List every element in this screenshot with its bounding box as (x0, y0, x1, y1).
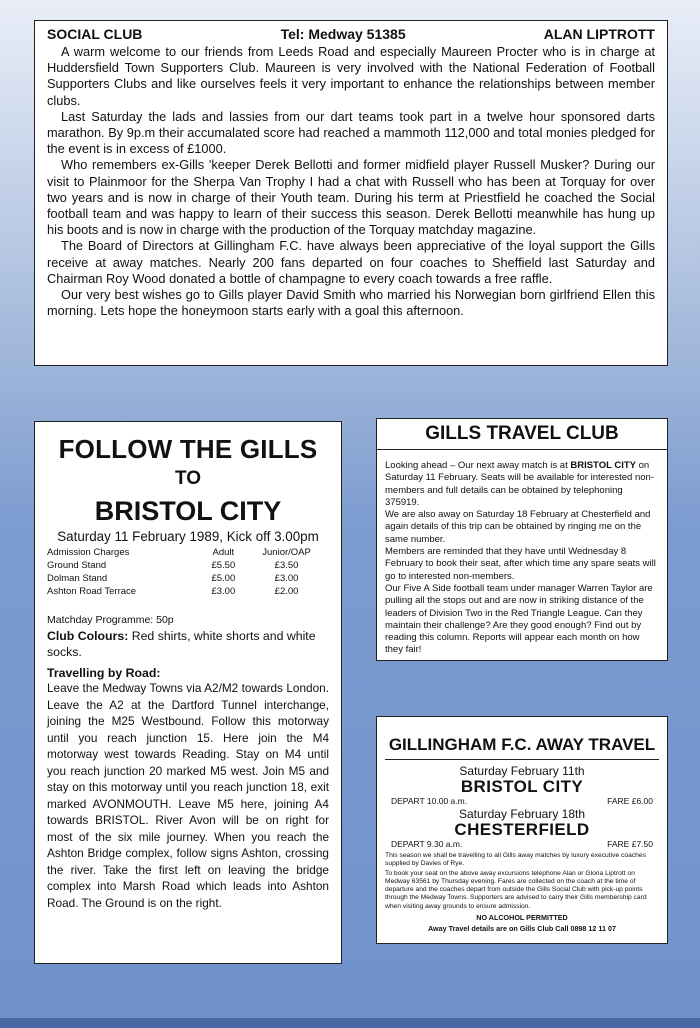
admission-cell: £3.00 (211, 586, 236, 597)
social-paragraph: A warm welcome to our friends from Leeds Road and especially Maureen Procter who is in charge at Huddersfield Town Supporters Club. Maureen is very involved with the National Federation of Football Supporters Clubs and like ourselves feels it very important to enhance the relationships between member clubs. (47, 44, 655, 108)
admission-cell: Dolman Stand (47, 573, 108, 584)
away-travel-notes (385, 852, 659, 911)
no-alcohol-notice: NO ALCOHOL PERMITTED (476, 912, 568, 922)
away-trip-details (391, 839, 653, 849)
follow-title: FOLLOW THE GILLS (58, 434, 318, 464)
travel-club-p1-post: on Saturday 11 February. Seats will be available for interested non-members and full details can be obtained by telephoning 375919. (385, 460, 654, 508)
admission-header-cell: Admission Charges (47, 547, 130, 558)
travel-club-paragraph: We are also away on Saturday 18 February at Chesterfield and again details of this trip can be obtained by ringing me on the same number. (385, 509, 651, 545)
social-paragraph: Who remembers ex-Gills 'keeper Derek Bellotti and former midfield player Russell Musker? During our visit to Plainmoor for the Sherpa Van Trophy I had a chat with Russell who has been at Torquay for over two years and is now in charge of their Youth team. During his term at Priestfield he coached the Social football team and was happy to learn of their success this season. Derek Bellotti meanwhile has hung up his boots and is now in charge with the production of the Torquay matchday magazine. (47, 157, 655, 238)
social-club-panel (34, 20, 668, 366)
admission-header-row (47, 546, 329, 559)
admission-cell: £3.00 (274, 573, 299, 584)
travel-club-title: GILLS TRAVEL CLUB (377, 423, 667, 450)
away-trip-destination: CHESTERFIELD (454, 820, 590, 839)
away-trip (385, 807, 659, 849)
away-trip (385, 764, 659, 806)
social-club-header (47, 26, 655, 42)
admission-cell: Ground Stand (47, 560, 107, 571)
social-club-telephone: Tel: Medway 51385 (280, 26, 406, 42)
social-paragraph: Last Saturday the lads and lassies from our dart teams took part in a twelve hour sponsored darts marathon. By 9p.m their accumalated score had reached a mammoth 112,000 and total monies pledged for the event is in excess of £1000. (47, 108, 655, 157)
page-bottom-strip (0, 1018, 700, 1028)
social-paragraph: The Board of Directors at Gillingham F.C. have always been appreciative of the loyal support the Gills receive at away matches. Nearly 200 fans departed on four coaches to Sheffield last Saturday and Chairman Roy Wood donated a bottle of champagne to every coach towards a free raffle. (47, 238, 655, 286)
follow-match-date: Saturday 11 February 1989, Kick off 3.00pm (57, 529, 319, 544)
social-club-author: ALAN LIPTROTT (543, 26, 655, 42)
travelling-heading: Travelling by Road: (47, 666, 161, 680)
admission-cell: £5.50 (211, 560, 236, 571)
away-trip-date: Saturday February 11th (459, 764, 585, 778)
away-title-divider (385, 759, 659, 760)
admission-row (47, 585, 329, 598)
follow-to: TO (174, 468, 202, 489)
travel-directions: Leave the Medway Towns via A2/M2 towards London. Leave the A2 at the Dartford Tunnel interchange, joining the M25 Westbound. Follow this motorway until you reach junction 15. Here join the M4 motorway west towards Reading. Stay on M4 until you reach junction 20 marked M5 west. Join M5 and stay on this motorway until you reach junction 18, exit marked AVONMOUTH. Leave M5 here, joining A4 towards BRISTOL. River Avon will be on right for most of the six mile journey. When you reach the Ashton Bridge complex, follow signs Ashton, crossing the river. Take the first left on leaving the bridge complex into Marsh Road which leads into Ashton Road. The Ground is on the right. (47, 681, 329, 910)
club-colours-text: Red shirts, white shorts and white socks. (47, 629, 316, 659)
away-trip-destination: BRISTOL CITY (460, 777, 584, 796)
gills-travel-club-panel (376, 418, 668, 661)
away-trip-date: Saturday February 18th (458, 807, 586, 821)
follow-the-gills-panel (34, 421, 342, 964)
away-travel-title: GILLINGHAM F.C. AWAY TRAVEL (388, 735, 656, 754)
away-trip-fare: FARE £7.50 (607, 839, 653, 849)
travel-club-p1-bold: BRISTOL CITY (570, 460, 636, 471)
social-paragraph: Our very best wishes go to Gills player David Smith who married his Norwegian born girlfriend Ellen this morning. Lets hope the honeymoon starts early with a goal this afternoon. (47, 287, 655, 319)
social-club-body (47, 44, 655, 319)
away-travel-panel (376, 716, 668, 944)
admission-cell: £2.00 (274, 586, 299, 597)
admission-cell: £5.00 (211, 573, 236, 584)
travel-club-paragraph: Our Five A Side football team under manager Warren Taylor are pulling all the stops out and are now in striking distance of the leaders of Division Two in the Red Triangle League. Can they maintain their challenge? Are they good enough? Find out by reading this column. Reports will appear each month on how they fair! (385, 582, 653, 656)
admission-header-cell: Junior/OAP (262, 547, 311, 558)
admission-row (47, 559, 329, 572)
away-trip-details (391, 796, 653, 806)
follow-destination: BRISTOL CITY (94, 496, 282, 526)
club-call-info: Away Travel details are on Gills Club Call 0898 12 11 07 (427, 923, 617, 933)
away-trip-depart: DEPART 10.00 a.m. (391, 796, 468, 806)
travel-club-body (385, 460, 659, 657)
travel-club-paragraph: Members are reminded that they have until Wednesday 8 February to book their seat, after which time any spare seats will go to interested non-members. (385, 546, 656, 582)
away-trip-fare: FARE £6.00 (607, 796, 653, 806)
club-colours-label: Club Colours: (47, 629, 129, 643)
admission-table (47, 546, 329, 598)
travel-club-p1-pre: Looking ahead – Our next away match is at (385, 460, 571, 471)
away-note: This season we shall be travelling to all Gills away matches by luxury executive coaches supplied by Davies of Rye. (385, 852, 646, 868)
admission-row (47, 572, 329, 585)
away-trip-depart: DEPART 9.30 a.m. (391, 839, 463, 849)
matchday-programme: Matchday Programme: 50p (47, 614, 174, 626)
admission-cell: £3.50 (274, 560, 299, 571)
away-note: To book your seat on the above away excursions telephone Alan or Gloria Liptrott on Medway 63561 by Thursday evening. Fares are collected on the coach at the time of departure and the coaches depart from outside the Gills Social Club with pick-up points through the Medway Towns. Supporters are advised to carry their Gills membership card when visiting away grounds to ensure admission. (385, 870, 647, 910)
social-club-title: SOCIAL CLUB (47, 26, 143, 42)
admission-header-cell: Adult (212, 547, 235, 558)
club-colours (47, 629, 329, 660)
travel-club-paragraph (385, 460, 659, 509)
admission-cell: Ashton Road Terrace (47, 586, 137, 597)
